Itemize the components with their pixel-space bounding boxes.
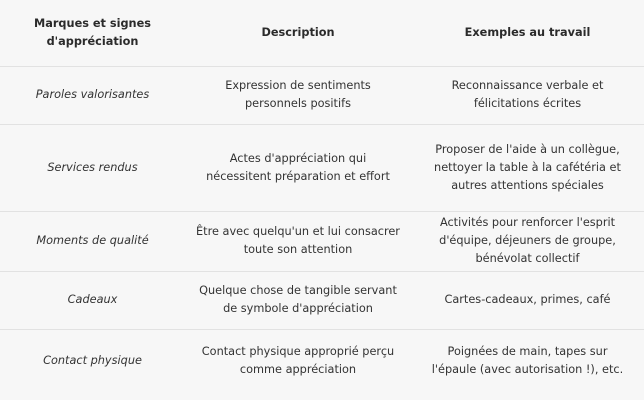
text-line: nécessitent préparation et effort xyxy=(206,169,390,183)
text-line: félicitations écrites xyxy=(473,97,582,110)
header-signs-line: Marques et signes xyxy=(34,16,151,30)
row-examples xyxy=(411,329,644,393)
text-line: d'équipe, déjeuners de groupe, xyxy=(439,234,616,247)
text-line: Contact physique approprié perçu xyxy=(201,345,395,359)
text-line: Reconnaissance verbale et xyxy=(451,79,604,92)
row-examples xyxy=(411,271,644,329)
text-line: Être avec quelqu'un et lui consacrer xyxy=(196,225,400,238)
row-description xyxy=(185,124,411,211)
text-line: nettoyer la table à la cafétéria et xyxy=(434,160,621,174)
text-line: Expression de sentiments xyxy=(225,79,371,92)
text-line: de symbole d'appréciation xyxy=(223,302,373,315)
text-line: Actes d'appréciation qui xyxy=(229,151,367,165)
text-line: Quelque chose de tangible servant xyxy=(199,284,397,297)
table-row xyxy=(0,66,644,124)
table-row xyxy=(0,211,644,271)
header-examples: Exemples au travail xyxy=(464,25,591,39)
row-description xyxy=(185,329,411,393)
text-line: bénévolat collectif xyxy=(475,252,580,265)
text-line: l'épaule (avec autorisation !), etc. xyxy=(431,363,624,377)
text-line: personnels positifs xyxy=(245,97,351,110)
table-row xyxy=(0,124,644,211)
row-label: Contact physique xyxy=(0,329,185,393)
table-row xyxy=(0,329,644,393)
row-label: Services rendus xyxy=(0,124,185,211)
row-examples xyxy=(411,211,644,271)
text-line: autres attentions spéciales xyxy=(451,178,604,192)
table-header-row xyxy=(0,0,644,66)
text-line: Proposer de l'aide à un collègue, xyxy=(435,142,620,156)
row-label: Moments de qualité xyxy=(0,211,185,271)
row-label: Cadeaux xyxy=(0,271,185,329)
row-label: Paroles valorisantes xyxy=(0,66,185,124)
text-line: Poignées de main, tapes sur xyxy=(447,345,608,359)
text-line: comme appréciation xyxy=(239,363,357,377)
table-row xyxy=(0,271,644,329)
row-examples xyxy=(411,124,644,211)
row-description xyxy=(185,66,411,124)
row-description xyxy=(185,271,411,329)
text-line: toute son attention xyxy=(243,243,353,256)
header-signs xyxy=(0,0,185,66)
header-signs-line: d'appréciation xyxy=(46,34,139,48)
text-line: Cartes-cadeaux, primes, café xyxy=(444,293,611,306)
text-line: Activités pour renforcer l'esprit xyxy=(439,216,616,229)
row-examples xyxy=(411,66,644,124)
header-description: Description xyxy=(261,25,335,39)
row-description xyxy=(185,211,411,271)
